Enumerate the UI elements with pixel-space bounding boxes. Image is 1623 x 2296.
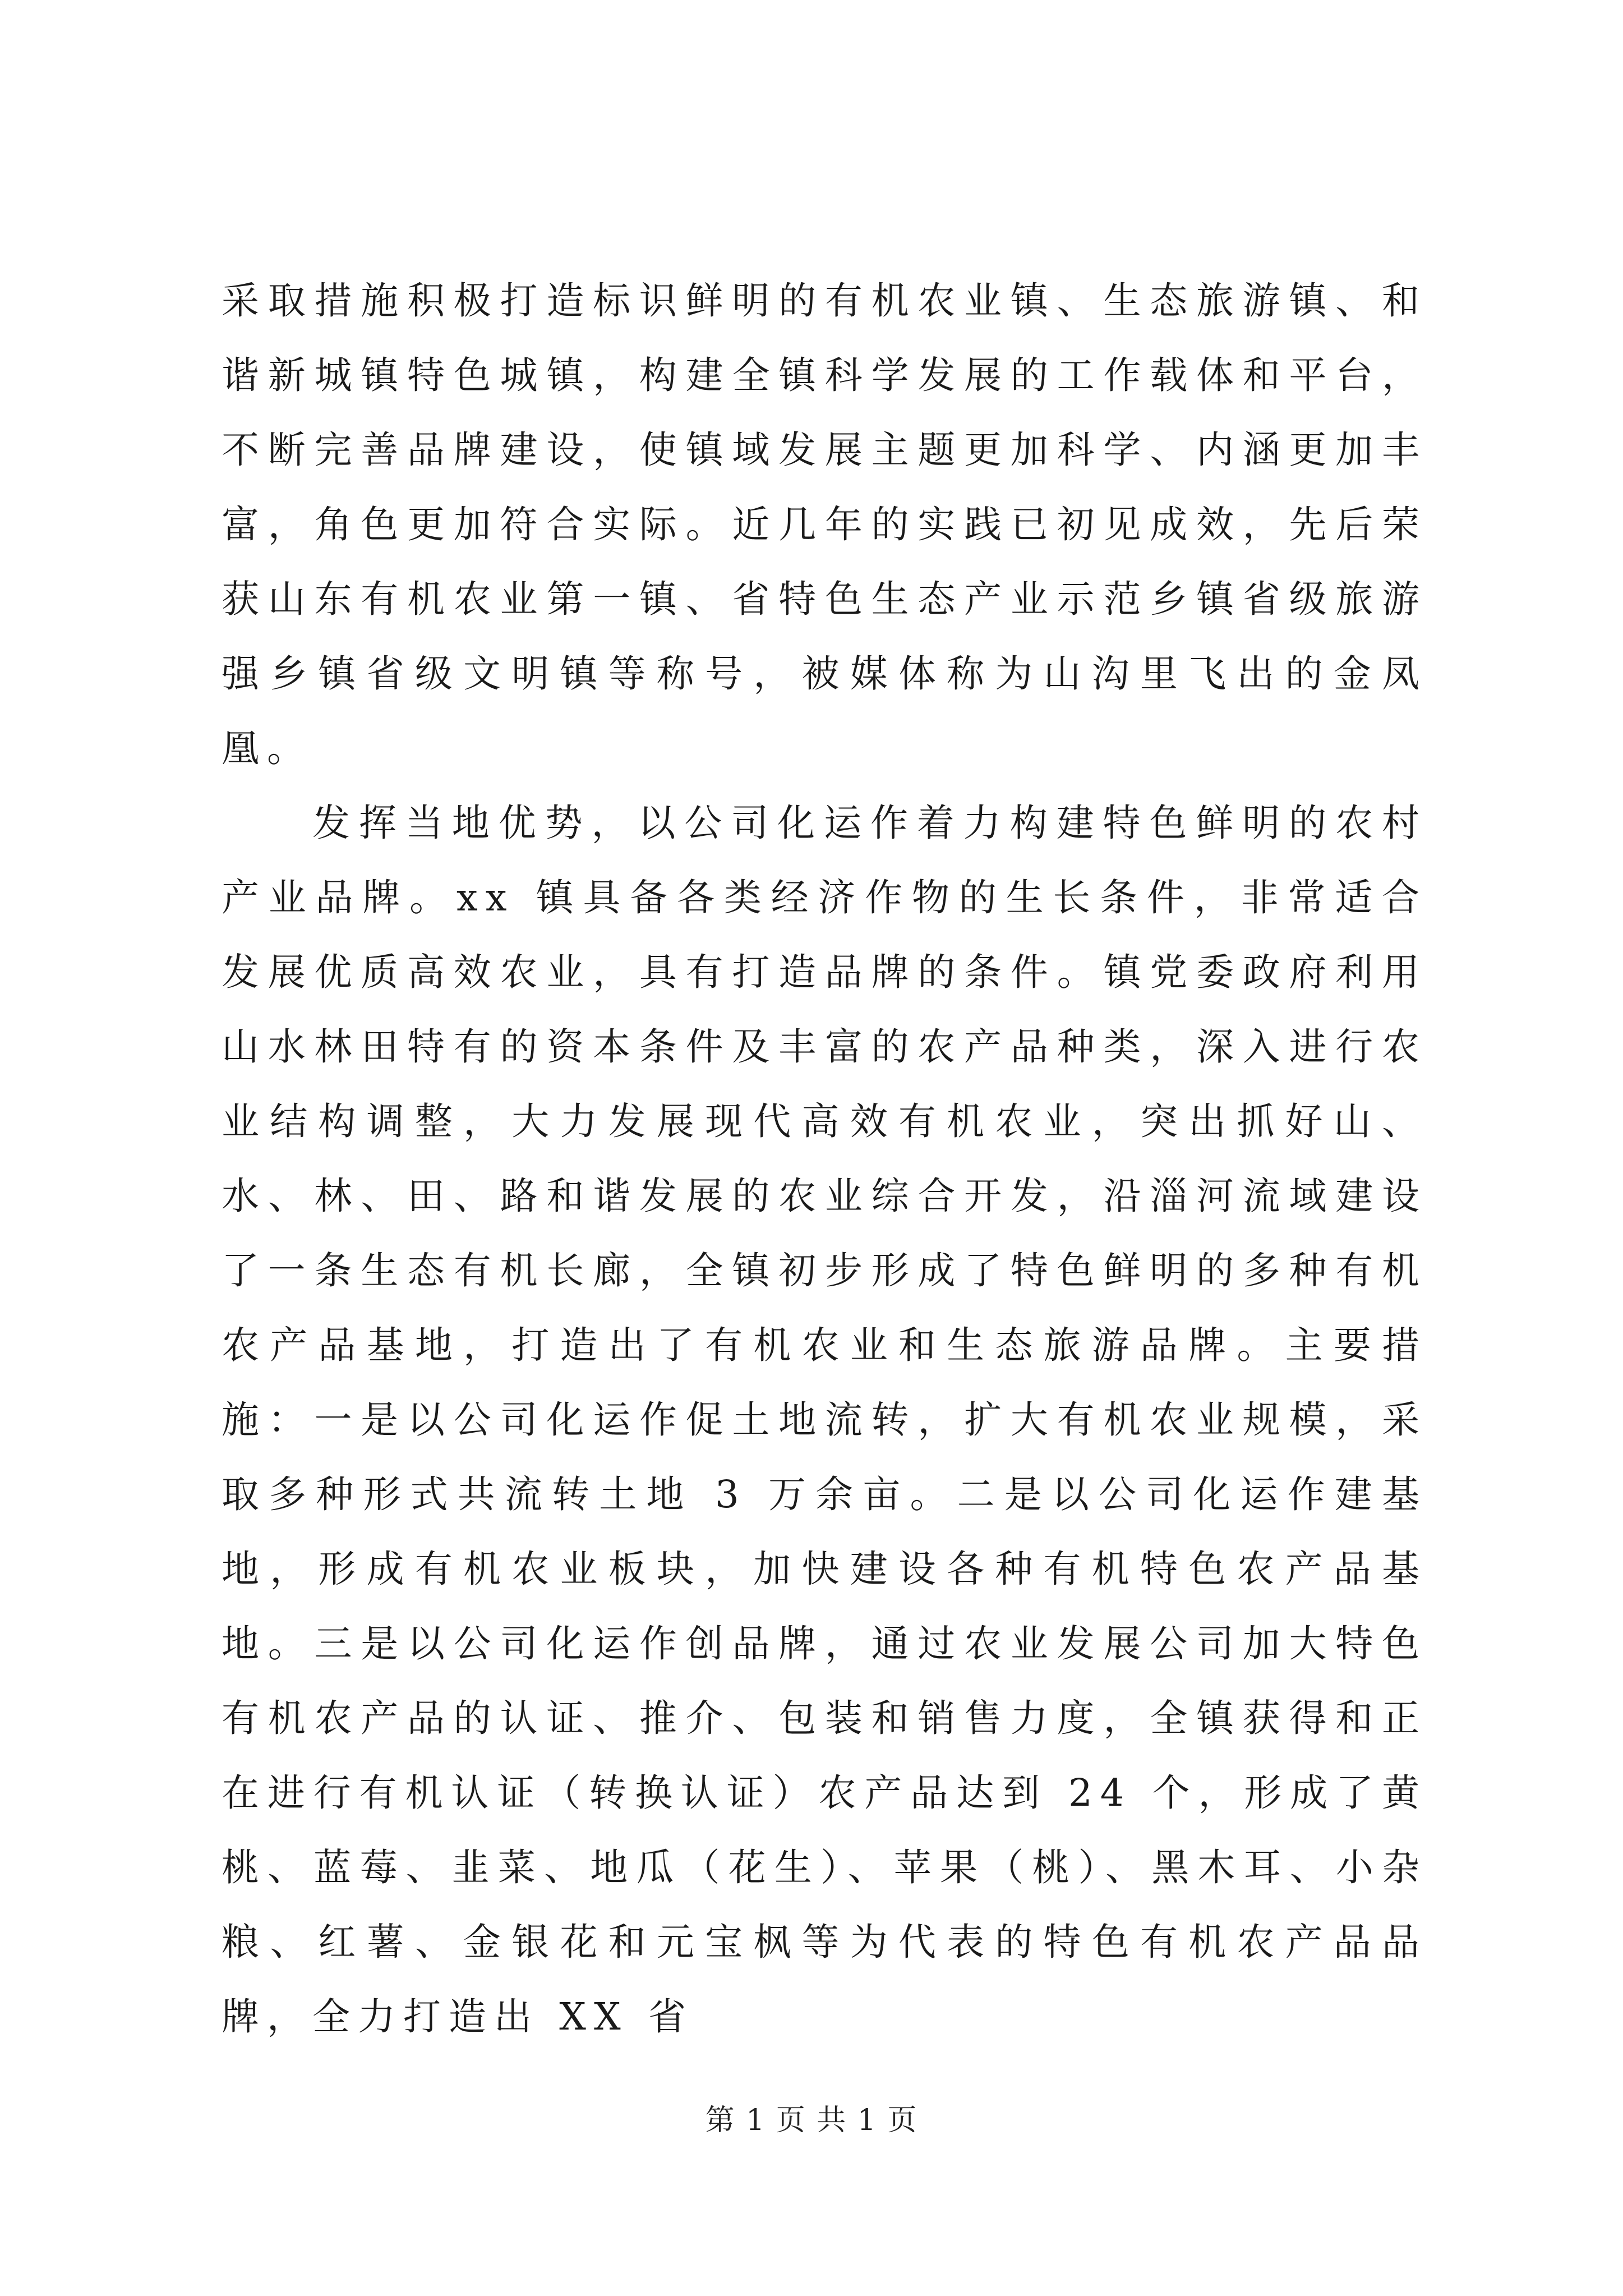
page-footer: 第 1 页 共 1 页 xyxy=(705,2104,918,2137)
paragraph-1: 采取措施积极打造标识鲜明的有机农业镇、生态旅游镇、和谐新城镇特色城镇，构建全镇科学发展的工作载体和平台，不断完善品牌建设，使镇域发展主题更加科学、内涵更加丰富，角色更加符合实际。近几年的实践已初见成效，先后荣获山东有机农业第一镇、省特色生态产业示范乡镇省级旅游强乡镇省级文明镇等称号，被媒体称为山沟里飞出的金凤凰。 xyxy=(222,279,1427,770)
paragraph-2: 发挥当地优势，以公司化运作着力构建特色鲜明的农村产业品牌。xx 镇具备各类经济作物的生长条件，非常适合发展优质高效农业，具有打造品牌的条件。镇党委政府利用山水林田特有的资本条件及丰富的农产品种类，深入进行农业结构调整，大力发展现代高效有机农业，突出抓好山、水、林、田、路和谐发展的农业综合开发，沿淄河流域建设了一条生态有机长廊，全镇初步形成了特色鲜明的多种有机农产品基地，打造出了有机农业和生态旅游品牌。主要措施：一是以公司化运作促土地流转，扩大有机农业规模，采取多种形式共流转土地 3 万余亩。二是以公司化运作建基地，形成有机农业板块，加快建设各种有机特色农产品基地。三是以公司化运作创品牌，通过农业发展公司加大特色有机农产品的认证、推介、包装和销售力度，全镇获得和正在进行有机认证（转换认证）农产品达到 24 个，形成了黄桃、蓝莓、韭菜、地瓜（花生）、苹果（桃）、黑木耳、小杂粮、红薯、金银花和元宝枫等为代表的特色有机农产品品牌，全力打造出 XX 省 xyxy=(222,801,1427,2039)
document-body xyxy=(222,264,1427,2054)
